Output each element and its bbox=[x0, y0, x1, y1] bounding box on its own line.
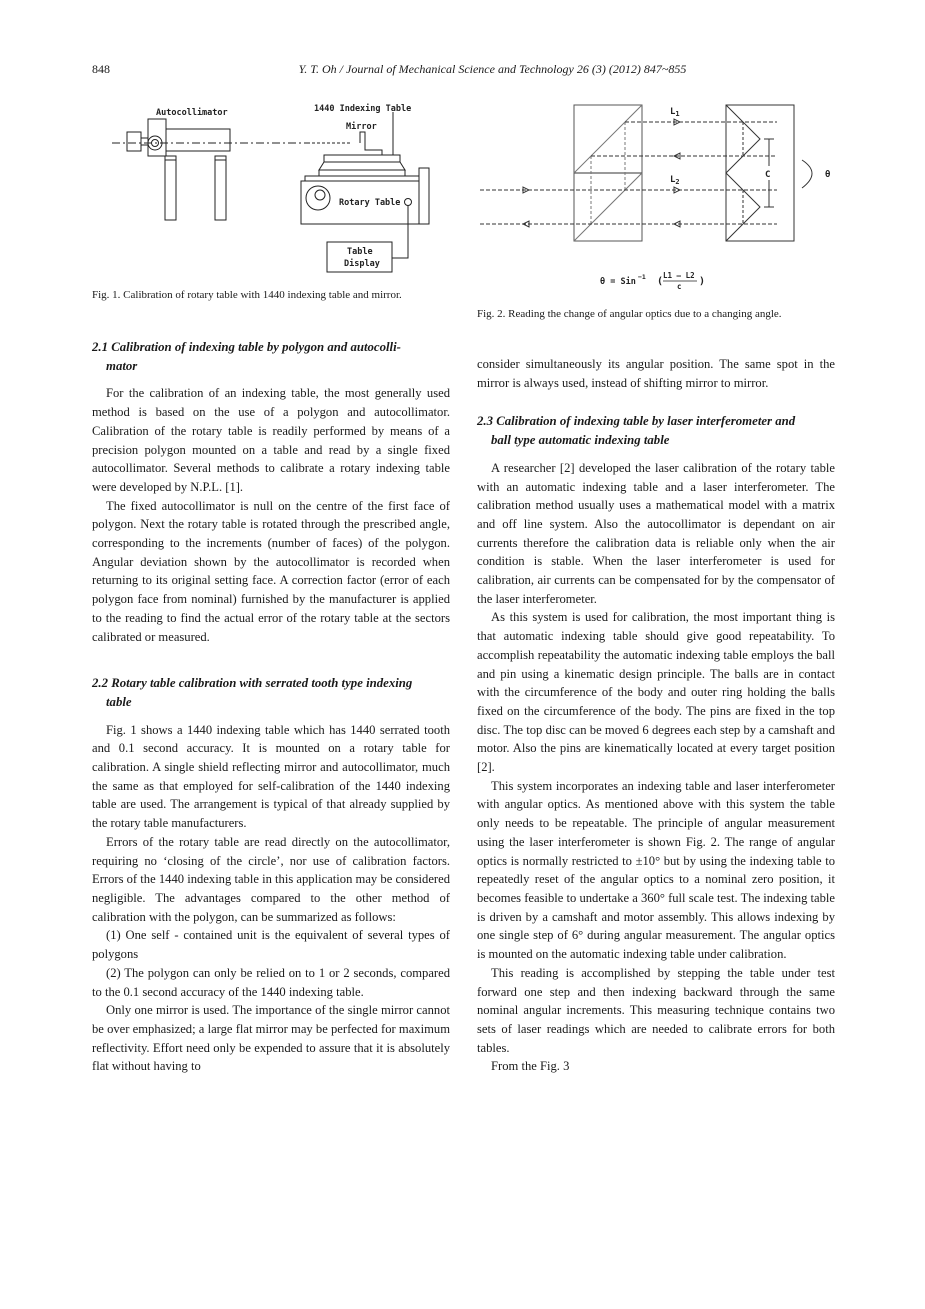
paragraph: This system incorporates an indexing table and laser interferometer with angular optics. As mentioned above with this system the table only needs to be repeatable. The principle of angular measurement using the laser interferometer is shown Fig. 2. The range of angular optics is normally restricted to ±10° but by using the indexing table to repeatedly reset of the angular optics to a nominal zero position, it becomes feasible to undertake a 360° full scale test. The indexing table is driven by a camshaft and motor assembly. This allows indexing by one single step of 6° during angular measurement. The angular optics is mounted on the automatic indexing table under calibration. bbox=[477, 778, 836, 962]
paragraph: For the calibration of an indexing table, the most generally used method is based on the use of a polygon and autocollimator. Calibration of the rotary table is readily performed by means of a precision polygon mounted on a table and read by a single fixed autocollimator. Several methods to calibrate a rotary indexing table were developed by N.P.L. [1]. bbox=[92, 386, 450, 494]
svg-text:L2 bbox=[670, 175, 680, 186]
figure-1-diagram bbox=[92, 98, 452, 288]
section-2-3-heading: 2.3 Calibration of indexing table by laser interferometer and ball type automatic indexing table bbox=[477, 414, 796, 448]
section-2-1-heading: 2.1 Calibration of indexing table by polygon and autocolli- mator bbox=[92, 340, 401, 373]
figure-1-caption: Fig. 1. Calibration of rotary table with 1440 indexing table and mirror. bbox=[92, 289, 402, 301]
label-theta: θ bbox=[825, 170, 831, 180]
label-l2-sub: 2 bbox=[675, 178, 680, 186]
paragraph: Errors of the rotary table are read directly on the autocollimator, requiring no ‘closing of the circle’, nor use of calibration factors. Errors of the 1440 indexing table in this application may be considered negligible. The advantages compared to the other method of calibration with the polygon, can be summarized as follows: bbox=[92, 834, 450, 924]
label-mirror: Mirror bbox=[346, 122, 377, 132]
paragraph: Fig. 1 shows a 1440 indexing table which has 1440 serrated tooth and 0.1 second accuracy. It is mounted on a rotary table for calibration. A single shield reflecting mirror and autocollimator, much the same as that employed for self-calibration of the 1440 indexing table are used. The arrangement is typical of that already supplied by the rotary table manufacturers. bbox=[92, 722, 450, 831]
paragraph: This reading is accomplished by stepping the table under test forward one step and then indexing backward through the same nominal angular increments. This measuring technique contains two sets of laser readings which are needed to calibrate errors for both tables. bbox=[477, 965, 835, 1055]
formula-denominator: c bbox=[677, 282, 682, 291]
paragraph-continuation: consider simultaneously its angular position. The same spot in the mirror is always used, instead of shifting mirror to mirror. bbox=[477, 357, 835, 390]
label-c: C bbox=[765, 170, 771, 180]
right-column bbox=[477, 355, 835, 1076]
list-item: (1) One self - contained unit is the equivalent of several types of polygons bbox=[92, 928, 450, 962]
paragraph: The fixed autocollimator is null on the centre of the first face of polygon. Next the rotary table is rotated through the prescribed angle, corresponding to the increments (number of faces) of the polygon. Angular deviation shown by the autocollimator is recorded when returning to its original setting face. A correction factor (error of each polygon face from nominal) furnished by the manufacturer is applied to the reading to find the actual error of the rotary table at the sectors calibrated or measured. bbox=[92, 498, 450, 644]
list-item: (2) The polygon can only be relied on to 1 or 2 seconds, compared to the 0.1 second accuracy of the 1440 indexing table. bbox=[92, 965, 450, 999]
paragraph: From the Fig. 3 bbox=[491, 1059, 570, 1074]
label-l2: L bbox=[670, 175, 676, 185]
formula-exp: −1 bbox=[638, 273, 646, 281]
formula-lhs: θ = Sin bbox=[600, 277, 636, 287]
figure-2-caption: Fig. 2. Reading the change of angular optics due to a changing angle. bbox=[477, 308, 782, 320]
label-rotary-table: Rotary Table bbox=[339, 198, 401, 208]
paragraph: As this system is used for calibration, the most important thing is that automatic indexing table should give good repeatability. To accomplish repeatability the automatic indexing table employs the ball and pin using a kinematic design principle. The balls are in contact with the circumference of the body and outer ring holding the balls fixed on the circumference of the body. The pins are fixed in the top disc. The top disc can be moved 6 degrees each step by a camshaft and motor. Also the pins are kinematically located at every target position [2]. bbox=[477, 610, 835, 775]
label-table-display-1: Table bbox=[347, 247, 373, 257]
svg-text:L1 bbox=[670, 107, 680, 118]
page-number: 848 bbox=[92, 62, 110, 76]
paragraph: A researcher [2] developed the laser calibration of the rotary table with an automatic indexing table and a laser interferometer. The calibration method usually uses a mathematical model with a matrix and off line system. Also the autocollimator is dependant on air currents therefore the calibration data is reliable only when the air condition is stable. When the laser interferometer is used for calibration, air currents can be compensated for by the compensator of the laser interferometer. bbox=[477, 460, 835, 606]
running-head: Y. T. Oh / Journal of Mechanical Science and Technology 26 (3) (2012) 847~855 bbox=[298, 62, 687, 76]
formula bbox=[600, 271, 705, 291]
svg-text:): ) bbox=[699, 276, 706, 287]
paragraph: Only one mirror is used. The importance of the single mirror cannot be over emphasized; a large flat mirror may be perfected for maximum reflectivity. Effort need only be expended to assure that it is absolutely flat without having to bbox=[92, 1003, 450, 1074]
section-2-2-heading: 2.2 Rotary table calibration with serrated tooth type indexing table bbox=[92, 676, 413, 709]
svg-text:(: ( bbox=[657, 276, 664, 287]
left-column bbox=[92, 338, 450, 1076]
figure-2-diagram bbox=[477, 98, 837, 298]
figure-2 bbox=[477, 98, 837, 298]
formula-numerator: L1 — L2 bbox=[663, 271, 695, 280]
label-indexing-table: 1440 Indexing Table bbox=[314, 104, 412, 114]
label-table-display-2: Display bbox=[344, 259, 380, 269]
label-autocollimator: Autocollimator bbox=[156, 108, 228, 118]
label-l1: L bbox=[670, 107, 676, 117]
figure-1 bbox=[92, 98, 452, 288]
label-l1-sub: 1 bbox=[675, 110, 680, 118]
